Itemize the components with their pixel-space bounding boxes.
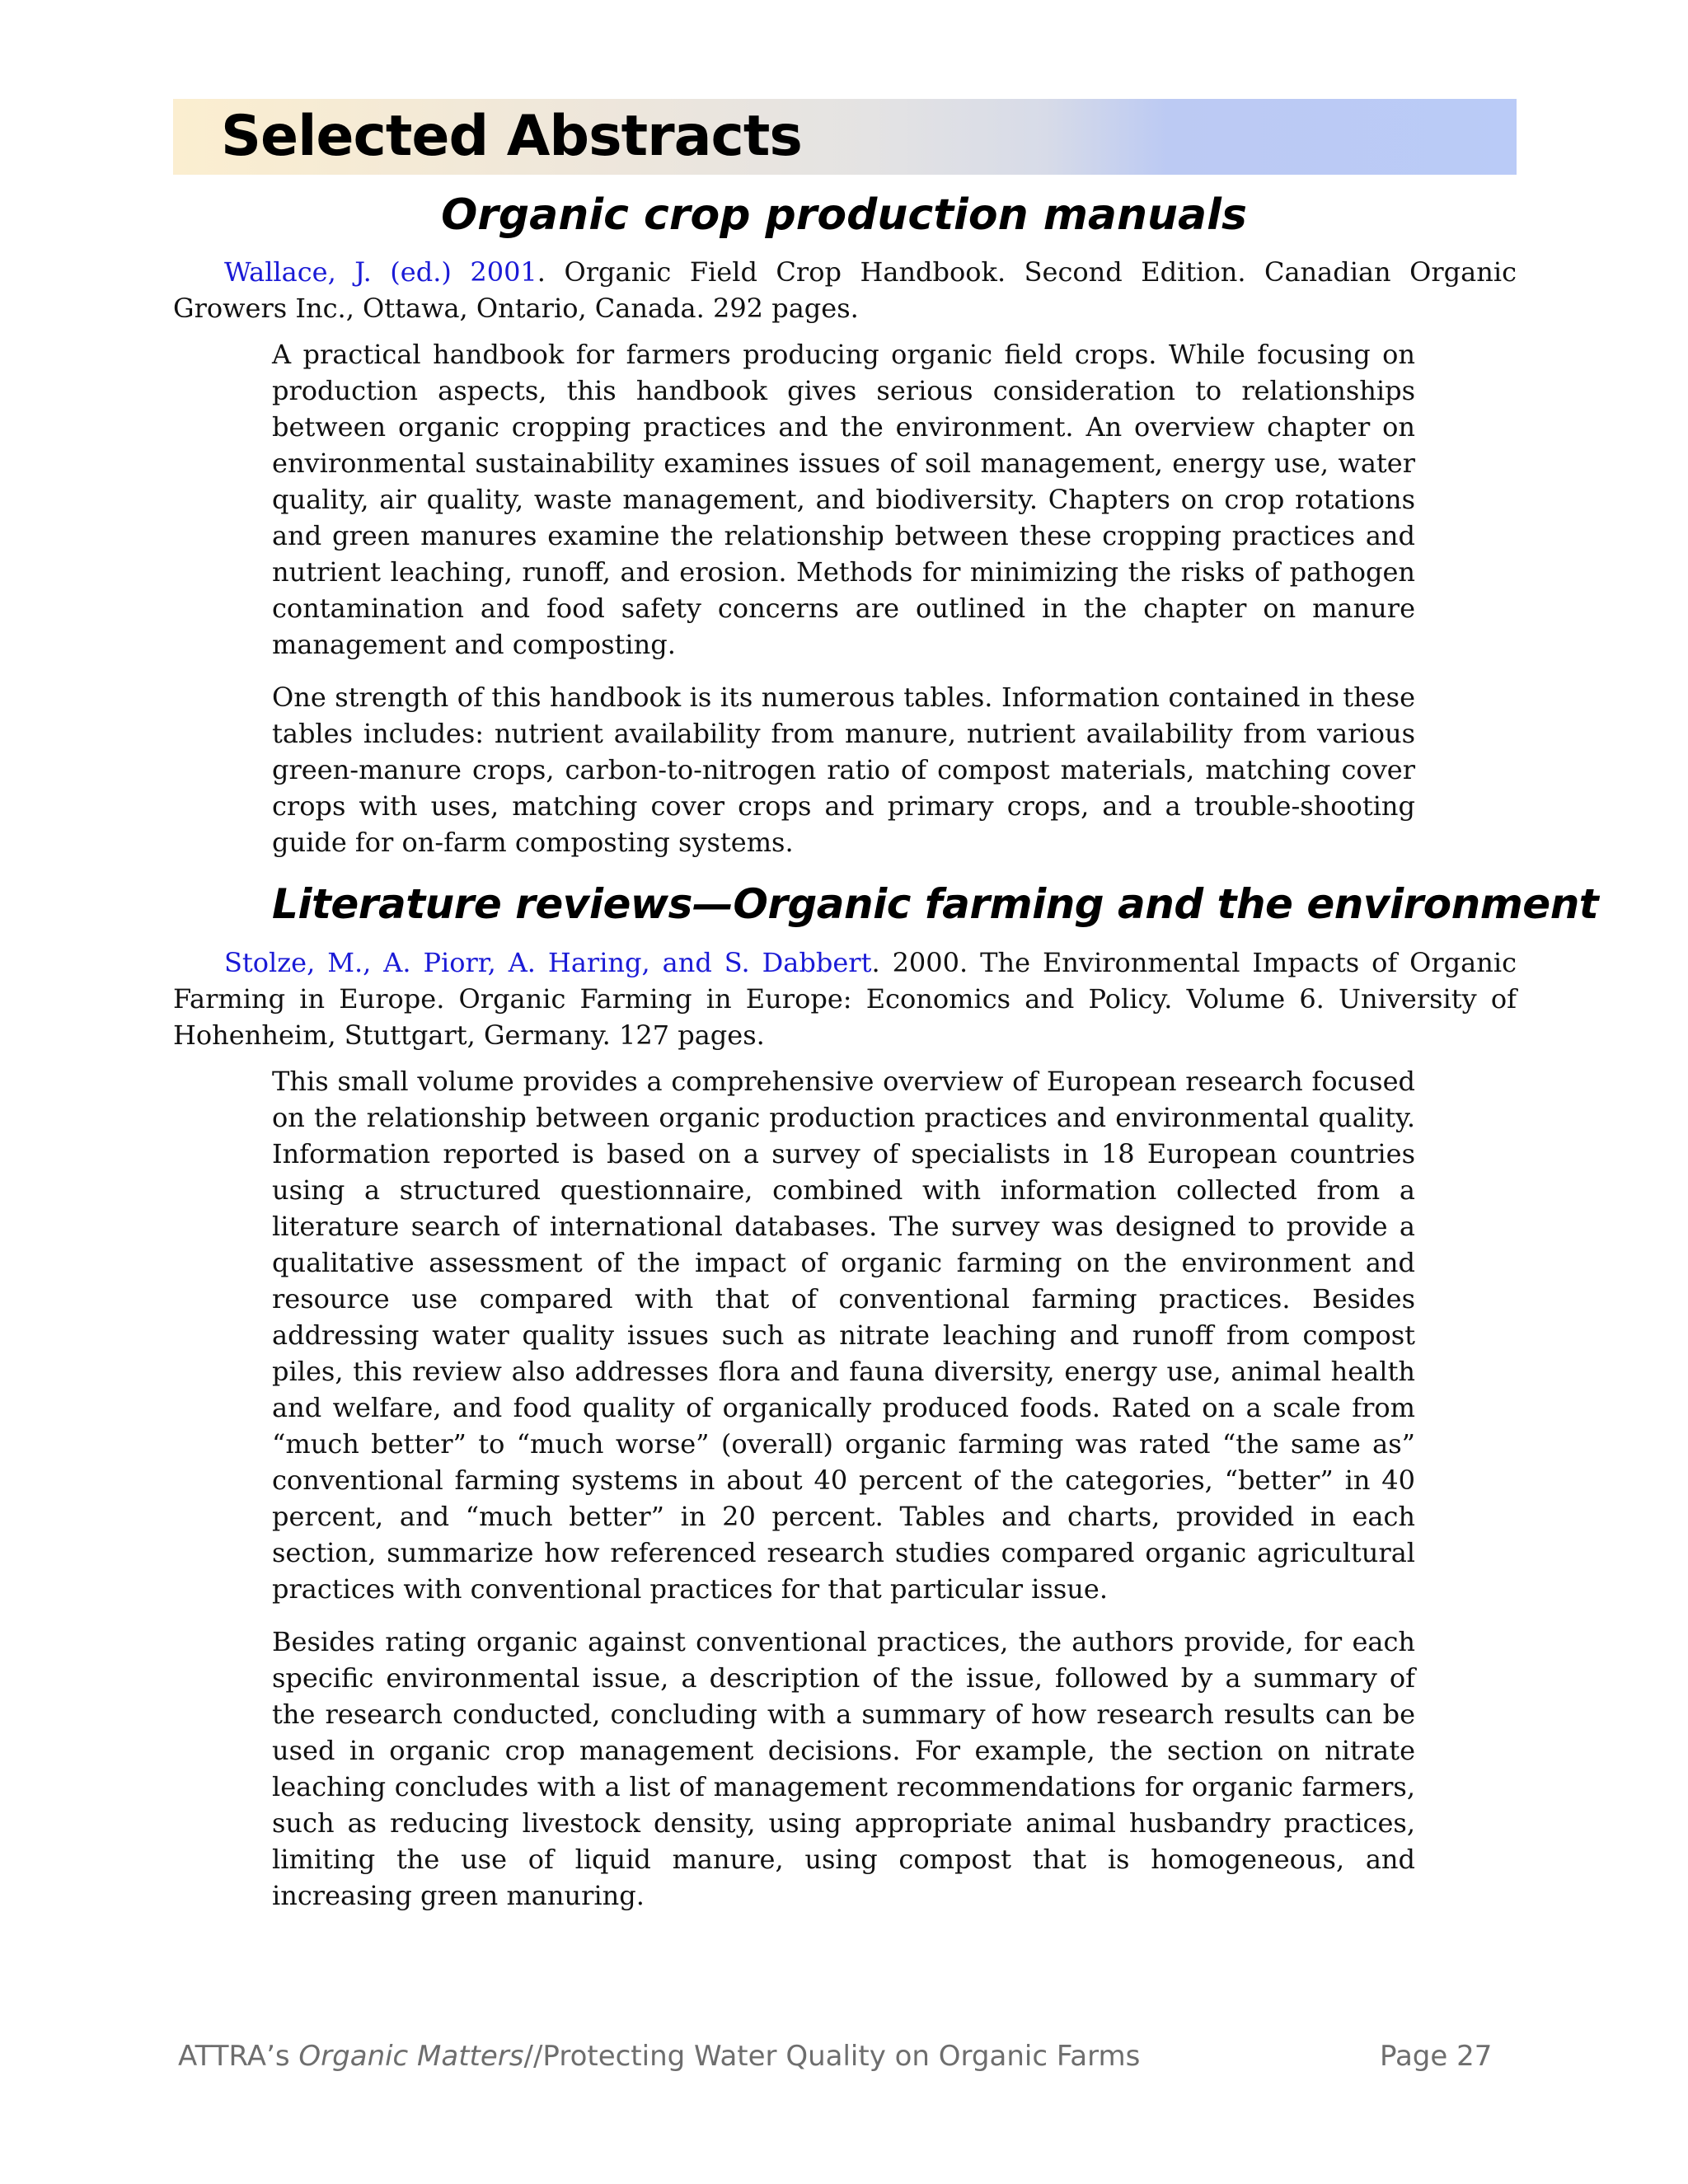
page-number: Page 27: [1380, 2040, 1493, 2073]
abstract-paragraph: Besides rating organic against conventional practices, the authors provide, for each specific environmental issue, a description of the issue, followed by a summary of the research conducted, concluding with a summary of how research results can be used in organic crop management decisions. For example, the section on nitrate leaching concludes with a list of management recommendations for organic farmers, such as reducing livestock density, using appropriate animal husbandry practices, limiting the use of liquid manure, using compost that is homogeneous, and increasing green manuring.: [272, 1626, 1415, 1911]
footer-publication: [178, 2036, 1140, 2077]
citation-link-wallace[interactable]: Wallace, J. (ed.) 2001: [224, 256, 537, 288]
page-title: Selected Abstracts: [221, 104, 802, 169]
abstract-paragraph: A practical handbook for farmers producing organic field crops. While focusing on production aspects, this handbook gives serious consideration to relationships between organic cropping practices and the environment. An overview chapter on environmental sustainability examines issues of soil management, energy use, water quality, air quality, waste management, and biodiversity. Chapters on crop rotations and green manures examine the relationship between these cropping practices and nutrient leaching, runoff, and erosion. Methods for minimizing the risks of pathogen contamination and food safety concerns are outlined in the chapter on manure management and composting.: [272, 339, 1415, 660]
citation-stolze: [173, 944, 1517, 1053]
section-heading-crop-manuals: Organic crop production manuals: [441, 190, 1247, 240]
citation-link-stolze[interactable]: Stolze, M., A. Piorr, A. Haring, and S. Dabbert: [224, 947, 872, 978]
footer-subtitle: //Protecting Water Quality on Organic Farms: [523, 2040, 1141, 2073]
abstract-stolze: [272, 1063, 1415, 1930]
citation-details: . 2000. The Environmental Impacts of Organic Farming in Europe. Organic Farming in Europe: Economics and Policy. Volume 6. University of Hohenheim, Stuttgart, Germany. 127 pages.: [173, 947, 1517, 1051]
section-banner: [173, 99, 1517, 175]
citation-details: . Organic Field Crop Handbook. Second Edition. Canadian Organic Growers Inc., Ottawa, Ontario, Canada. 292 pages.: [173, 256, 1517, 324]
section-heading-literature-reviews: Literature reviews—Organic farming and the environment: [272, 880, 1599, 928]
footer-publication-title: Organic Matters: [298, 2040, 524, 2073]
abstract-paragraph: One strength of this handbook is its numerous tables. Information contained in these tables includes: nutrient availability from manure, nutrient availability from various green-manure crops, carbon-to-nitrogen ratio of compost materials, matching cover crops with uses, matching cover crops and primary crops, and a trouble-shooting guide for on-farm composting systems.: [272, 682, 1415, 858]
abstract-wallace: [272, 336, 1415, 877]
citation-wallace: [173, 254, 1517, 326]
footer-prefix: ATTRA’s: [178, 2040, 299, 2073]
abstract-paragraph: This small volume provides a comprehensive overview of European research focused on the relationship between organic production practices and environmental quality. Information reported is based on a survey of specialists in 18 European countries using a structured questionnaire, combined with information collected from a literature search of international databases. The survey was designed to provide a qualitative assessment of the impact of organic farming on the environment and resource use compared with that of conventional farming practices. Besides addressing water quality issues such as nitrate leaching and runoff from compost piles, this review also addresses flora and fauna diversity, energy use, animal health and welfare, and food quality of organically produced foods. Rated on a scale from “much better” to “much worse” (overall) organic farming was rated “the same as” conventional farming systems in about 40 percent of the categories, “better” in 40 percent, and “much better” in 20 percent. Tables and charts, provided in each section, summarize how referenced research studies compared organic agricultural practices with conventional practices for that particular issue.: [272, 1066, 1415, 1605]
